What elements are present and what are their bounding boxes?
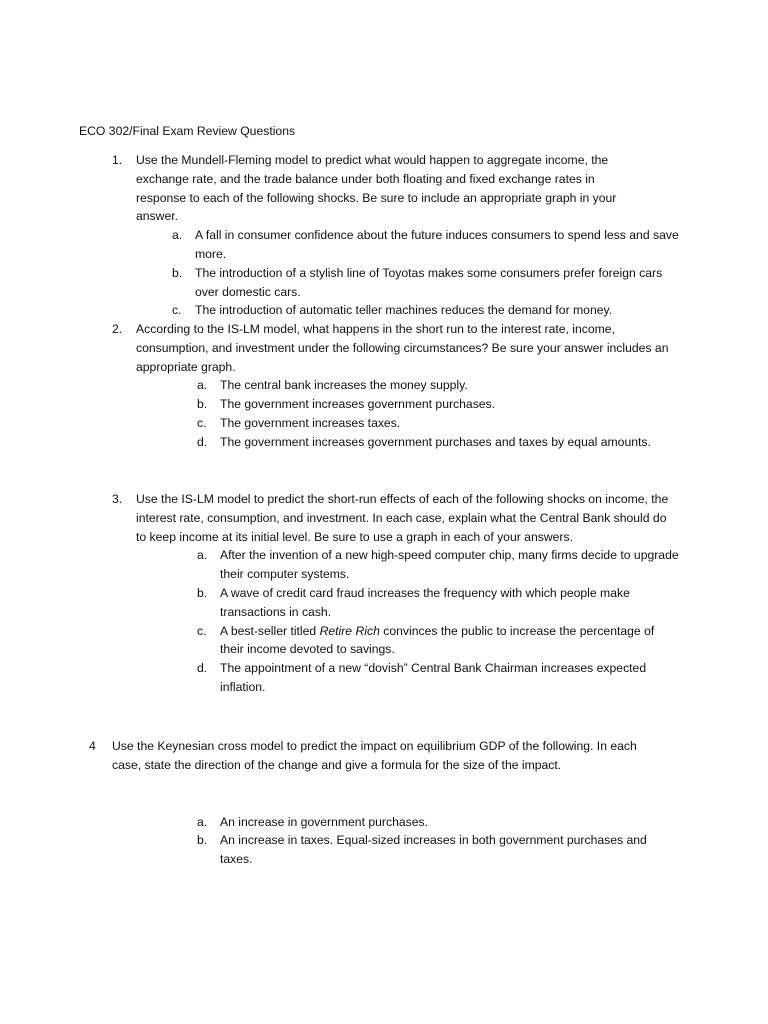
document-title: ECO 302/Final Exam Review Questions [79,124,296,138]
sub-item [197,659,680,697]
sub-item-label: c. [172,303,182,318]
sub-item [197,376,680,395]
question-text: Use the Mundell-Fleming model to predict what would happen to aggregate income, the exchange rate, and the trade balance under both floating and fixed exchange rates in response to each of the following shocks. Be sure to include an appropriate graph in your answer. [136,153,617,224]
question-number: 1. [112,153,123,167]
sub-item-text: A fall in consumer confidence about the future induces consumers to spend less and save more. [195,228,679,261]
book-title: Retire Rich [319,623,380,638]
question-2 [112,320,681,452]
sub-item-label: a. [197,814,208,829]
sub-item-text: The appointment of a new “dovish” Central Bank Chairman increases expected inflation. [220,661,647,694]
sub-item [197,395,680,414]
question-4 [89,737,667,869]
sub-item-label: b. [172,265,183,280]
question-1 [112,151,679,320]
sub-item [197,813,665,832]
sub-item-text: A wave of credit card fraud increases the frequency with which people make transactions in cash. [220,585,630,619]
sub-item-text: An increase in government purchases. [220,814,428,829]
sub-item-text: An increase in taxes. Equal-sized increases in both government purchases and taxes. [220,833,647,867]
sub-item-text-pre: A best-seller titled [220,623,320,638]
question-number: 2. [112,322,123,336]
sub-item [197,433,680,452]
sub-item-text [220,622,680,660]
sub-item-text: The government increases taxes. [220,415,401,430]
sub-item-label: b. [197,833,208,848]
question-number: 3. [112,492,123,506]
sub-item-list [197,813,665,869]
sub-item-label: b. [197,585,208,600]
sub-item-label: a. [197,548,208,563]
question-text: According to the IS-LM model, what happens in the short run to the interest rate, income, consumption, and investment under the following circumstances? Be sure your answer includes an appropriate graph. [136,322,669,374]
sub-item-label: d. [197,434,208,449]
sub-item [197,831,665,869]
sub-item-label: d. [197,661,208,676]
question-text: Use the Keynesian cross model to predict the impact on equilibrium GDP of the following. In each case, state the direction of the change and give a formula for the size of the impact. [112,739,637,772]
sub-item-text: The introduction of a stylish line of Toyotas makes some consumers prefer foreign cars over domestic cars. [195,265,663,299]
sub-item-label: a. [197,378,208,393]
question-3 [112,490,679,697]
sub-item-list [197,546,680,696]
sub-item [197,622,680,660]
sub-item-list [172,226,680,320]
question-number: 4 [89,739,96,753]
sub-item-text: The government increases government purchases and taxes by equal amounts. [220,434,651,449]
sub-item-text: The introduction of automatic teller machines reduces the demand for money. [195,303,613,318]
sub-item-label: a. [172,228,183,243]
sub-item [172,226,680,264]
sub-item-text: The government increases government purchases. [220,397,496,412]
question-text: Use the IS-LM model to predict the short-run effects of each of the following shocks on income, the interest rate, consumption, and investment. In each case, explain what the Central Bank should do to keep income at its initial level. Be sure to use a graph in each of your answers. [136,492,669,544]
sub-item [197,584,680,622]
sub-item [172,264,680,302]
sub-item-list [197,376,680,451]
sub-item-label: c. [197,415,207,430]
sub-item [197,414,680,433]
sub-item-text-post: convinces the public to increase the percentage of their income devoted to savings. [220,623,655,657]
sub-item-label: b. [197,397,208,412]
sub-item-text: After the invention of a new high-speed computer chip, many firms decide to upgrade their computer systems. [220,548,679,582]
sub-item-text: The central bank increases the money supply. [220,378,468,393]
sub-item [197,546,680,584]
sub-item [172,301,680,320]
sub-item-label: c. [197,623,207,638]
